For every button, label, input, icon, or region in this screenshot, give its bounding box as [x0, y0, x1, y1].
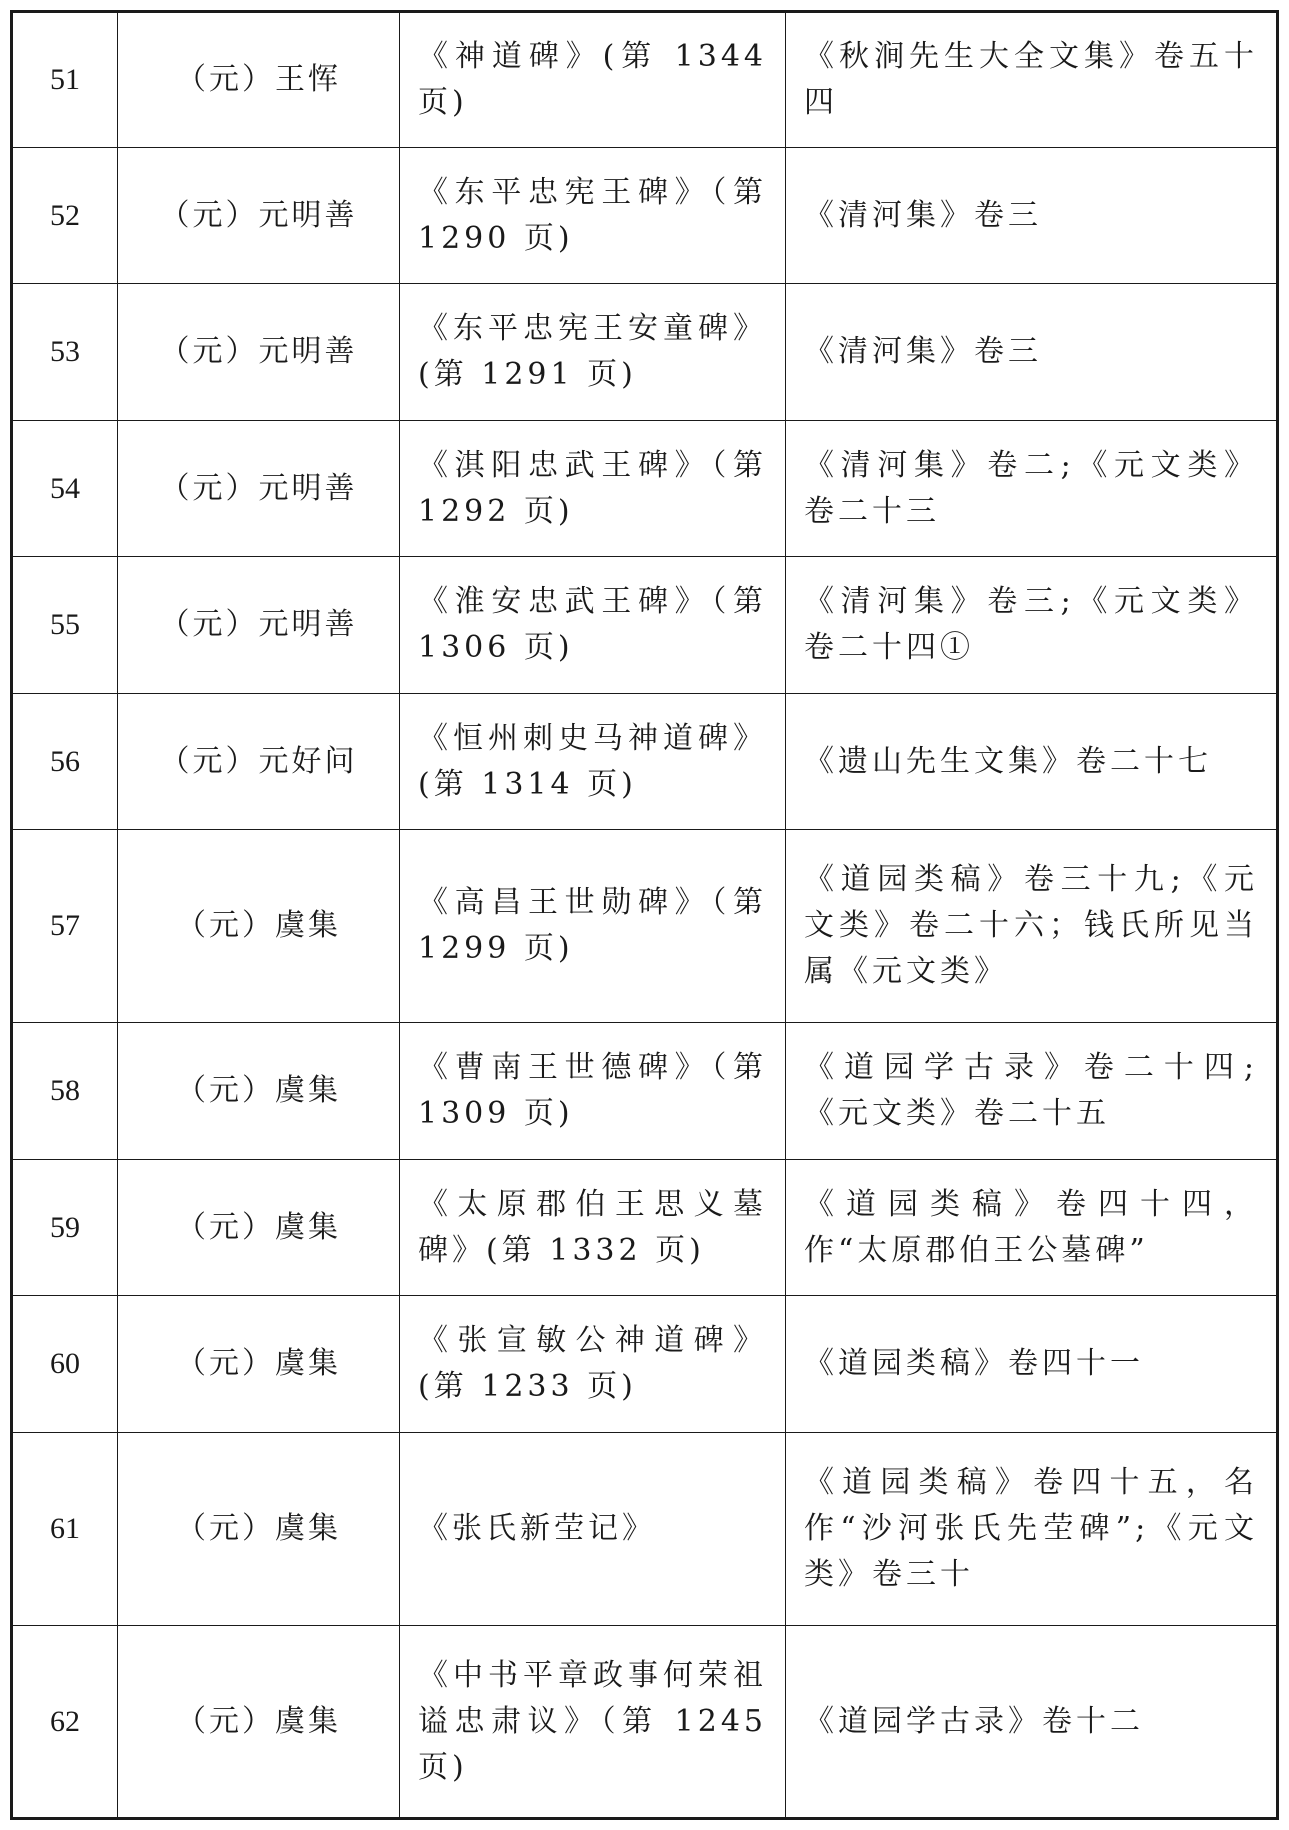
row-number-cell: 62: [12, 1626, 118, 1819]
work-title-cell: 《东平忠宪王碑》（第 1290 页): [400, 148, 786, 284]
source-cell: 《清河集》卷三;《元文类》卷二十四①: [786, 557, 1278, 694]
row-number-cell: 56: [12, 694, 118, 830]
work-title-cell: 《淮安忠武王碑》（第 1306 页): [400, 557, 786, 694]
author-cell: （元）元明善: [118, 284, 400, 421]
work-title-cell: 《张氏新茔记》: [400, 1433, 786, 1626]
source-cell: 《道园类稿》卷四十五，名作“沙河张氏先茔碑”;《元文类》卷三十: [786, 1433, 1278, 1626]
source-cell: 《清河集》卷三: [786, 148, 1278, 284]
author-cell: （元）虞集: [118, 1160, 400, 1296]
row-number-cell: 57: [12, 830, 118, 1023]
table-row: [12, 1626, 1278, 1819]
author-cell: （元）虞集: [118, 830, 400, 1023]
row-number-cell: 59: [12, 1160, 118, 1296]
author-cell: （元）虞集: [118, 1023, 400, 1160]
work-title-cell: 《高昌王世勋碑》（第 1299 页): [400, 830, 786, 1023]
work-title-cell: 《淇阳忠武王碑》（第 1292 页): [400, 421, 786, 557]
table-row: [12, 12, 1278, 148]
table-row: [12, 284, 1278, 421]
source-cell: 《遗山先生文集》卷二十七: [786, 694, 1278, 830]
table-row: [12, 1023, 1278, 1160]
work-title-cell: 《太原郡伯王思义墓碑》(第 1332 页): [400, 1160, 786, 1296]
table-row: [12, 1433, 1278, 1626]
author-cell: （元）元明善: [118, 148, 400, 284]
table-row: [12, 557, 1278, 694]
source-cell: 《道园类稿》卷四十一: [786, 1296, 1278, 1433]
table-row: [12, 148, 1278, 284]
row-number-cell: 54: [12, 421, 118, 557]
table-row: [12, 694, 1278, 830]
row-number-cell: 55: [12, 557, 118, 694]
row-number-cell: 58: [12, 1023, 118, 1160]
source-cell: 《道园类稿》卷三十九;《元文类》卷二十六；钱氏所见当属《元文类》: [786, 830, 1278, 1023]
source-cell: 《道园学古录》卷二十四;《元文类》卷二十五: [786, 1023, 1278, 1160]
work-title-cell: 《曹南王世德碑》（第 1309 页): [400, 1023, 786, 1160]
author-cell: （元）虞集: [118, 1296, 400, 1433]
table-body: [12, 12, 1278, 1819]
work-title-cell: 《中书平章政事何荣祖谥忠肃议》（第 1245 页): [400, 1626, 786, 1819]
row-number-cell: 52: [12, 148, 118, 284]
author-cell: （元）元明善: [118, 421, 400, 557]
author-cell: （元）虞集: [118, 1433, 400, 1626]
row-number-cell: 53: [12, 284, 118, 421]
row-number-cell: 60: [12, 1296, 118, 1433]
author-cell: （元）王恽: [118, 12, 400, 148]
table-row: [12, 1296, 1278, 1433]
source-cell: 《道园类稿》卷四十四，作“太原郡伯王公墓碑”: [786, 1160, 1278, 1296]
source-cell: 《秋涧先生大全文集》卷五十四: [786, 12, 1278, 148]
row-number-cell: 61: [12, 1433, 118, 1626]
work-title-cell: 《张宣敏公神道碑》(第 1233 页): [400, 1296, 786, 1433]
work-title-cell: 《东平忠宪王安童碑》(第 1291 页): [400, 284, 786, 421]
source-cell: 《道园学古录》卷十二: [786, 1626, 1278, 1819]
work-title-cell: 《神道碑》(第 1344 页): [400, 12, 786, 148]
table-row: [12, 830, 1278, 1023]
row-number-cell: 51: [12, 12, 118, 148]
author-cell: （元）虞集: [118, 1626, 400, 1819]
table-row: [12, 1160, 1278, 1296]
source-cell: 《清河集》卷三: [786, 284, 1278, 421]
reference-table: [10, 10, 1279, 1820]
author-cell: （元）元明善: [118, 557, 400, 694]
table-row: [12, 421, 1278, 557]
document-page: [10, 10, 1276, 1820]
author-cell: （元）元好问: [118, 694, 400, 830]
source-cell: 《清河集》卷二;《元文类》卷二十三: [786, 421, 1278, 557]
work-title-cell: 《恒州刺史马神道碑》(第 1314 页): [400, 694, 786, 830]
